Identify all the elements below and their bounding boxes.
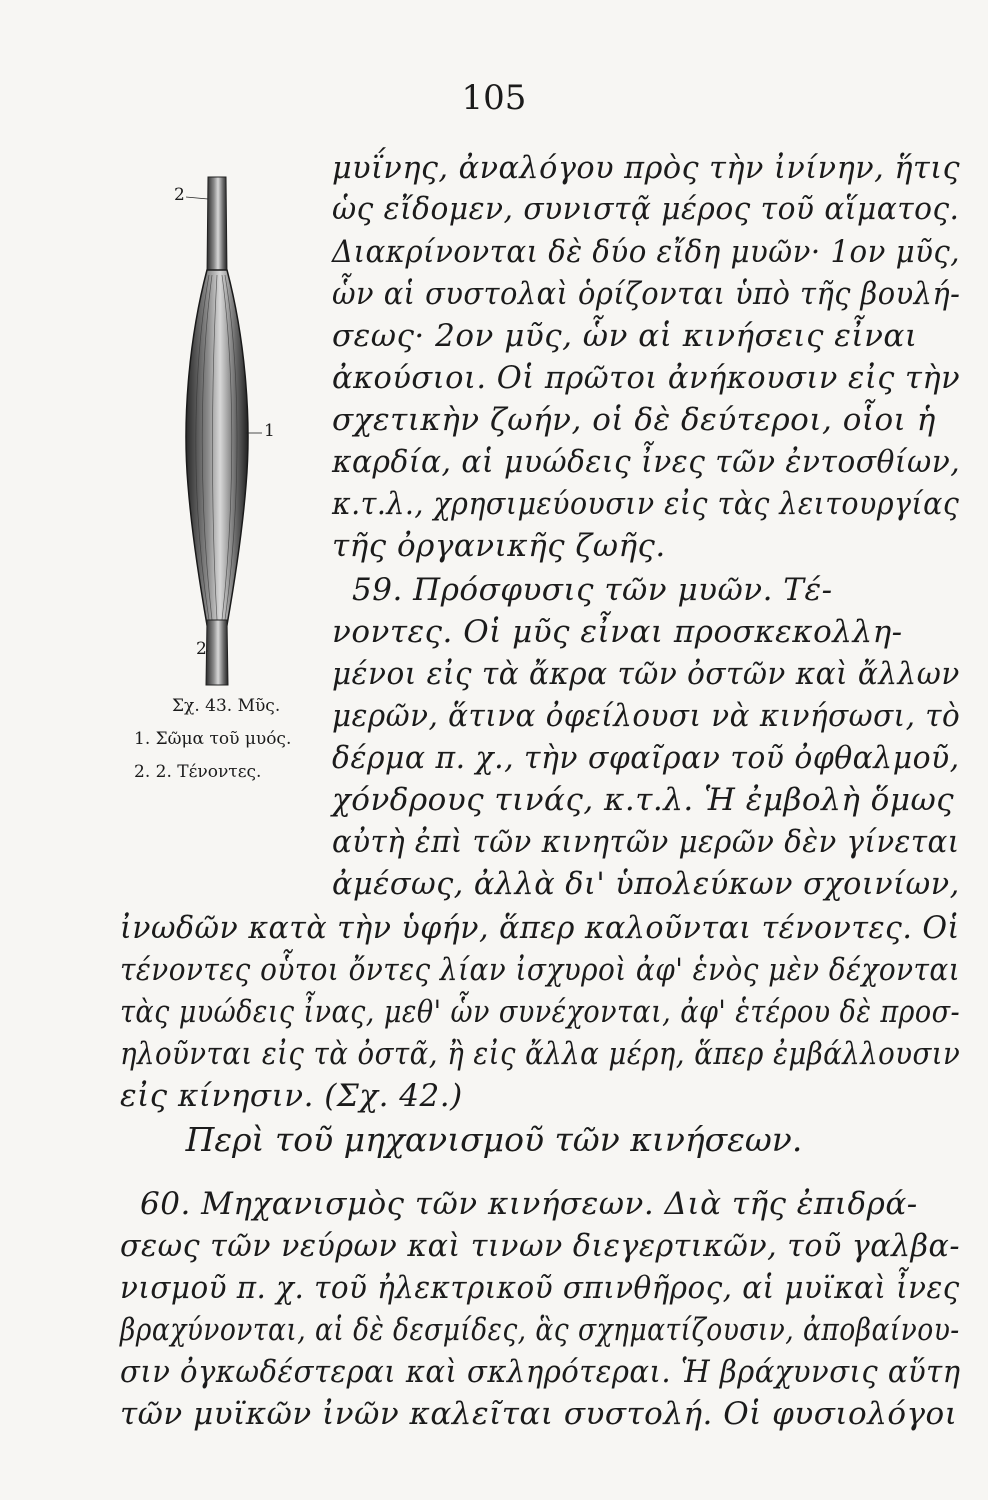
muscle-belly xyxy=(186,270,248,625)
text-line: τῆς ὀργανικῆς ζωῆς. xyxy=(332,528,666,564)
text-line: σεως· 2ον μῦς, ὧν αἱ κινήσεις εἶναι xyxy=(332,318,918,354)
lower-tendon xyxy=(206,620,228,685)
section-heading: Περὶ τοῦ μηχανισμοῦ τῶν κινήσεων. xyxy=(185,1120,803,1159)
section-59-heading: 59. Πρόσφυσις τῶν μυῶν. Τέ- xyxy=(352,572,833,608)
text-line: βραχύνονται, αἱ δὲ δεσμίδες, ἃς σχηματίζουσιν, ἀποβαίνου- xyxy=(120,1312,960,1348)
text-line: κ.τ.λ., χρησιμεύουσιν εἰς τὰς λειτουργίας xyxy=(332,486,960,522)
caption-item: 2. 2. Τένοντες. xyxy=(134,762,262,782)
text-line: μερῶν, ἅτινα ὀφείλουσι νὰ κινήσωσι, τὸ xyxy=(332,698,961,734)
text-line: τὰς μυώδεις ἶνας, μεθ' ὧν συνέχονται, ἀφ' ἑτέρου δὲ προσ- xyxy=(120,994,961,1030)
text-line: μυΐνης, ἀναλόγου πρὸς τὴν ἰνίνην, ἥτις xyxy=(332,150,961,186)
figure-caption xyxy=(134,690,329,789)
section-60-heading: 60. Μηχανισμὸς τῶν κινήσεων. Διὰ τῆς ἐπιδρά- xyxy=(140,1186,918,1222)
text-line: σχετικὴν ζωήν, οἱ δὲ δεύτεροι, οἷοι ἡ xyxy=(332,402,936,438)
caption-title: Σχ. 43. Μῦς. xyxy=(172,696,281,716)
text-line: σεως τῶν νεύρων καὶ τινων διεγερτικῶν, τοῦ γαλβα- xyxy=(120,1228,961,1264)
text-line: αὐτὴ ἐπὶ τῶν κινητῶν μερῶν δὲν γίνεται xyxy=(332,824,960,860)
text-line: ηλοῦνται εἰς τὰ ὀστᾶ, ἢ εἰς ἄλλα μέρη, ἅπερ ἐμβάλλουσιν xyxy=(120,1036,961,1072)
text-line: καρδία, αἱ μυώδεις ἶνες τῶν ἐντοσθίων, xyxy=(332,444,961,480)
muscle-figure xyxy=(160,165,320,725)
figure-label-tendon-top: 2 xyxy=(174,185,185,205)
text-line: τῶν μυϊκῶν ἰνῶν καλεῖται συστολή. Οἱ φυσιολόγοι xyxy=(120,1396,958,1432)
text-line: νισμοῦ π. χ. τοῦ ἠλεκτρικοῦ σπινθῆρος, αἱ μυϊκαὶ ἶνες xyxy=(120,1270,960,1306)
text-line: ὡς εἴδομεν, συνιστᾷ μέρος τοῦ αἵματος. xyxy=(332,191,960,227)
caption-item: 1. Σῶμα τοῦ μυός. xyxy=(134,729,292,749)
text-line: χόνδρους τινάς, κ.τ.λ. Ἡ ἐμβολὴ ὅμως xyxy=(332,782,955,818)
text-line: εἰς κίνησιν. (Σχ. 42.) xyxy=(120,1078,463,1114)
text-line: ἰνωδῶν κατὰ τὴν ὑφήν, ἅπερ καλοῦνται τένοντες. Οἱ xyxy=(120,910,960,946)
text-line: ἀκούσιοι. Οἱ πρῶτοι ἀνήκουσιν εἰς τὴν xyxy=(332,360,961,396)
text-line: Διακρίνονται δὲ δύο εἴδη μυῶν· 1ον μῦς, xyxy=(332,234,961,270)
muscle-illustration xyxy=(160,165,320,725)
text-line: ἀμέσως, ἀλλὰ δι' ὑπολεύκων σχοινίων, xyxy=(332,866,960,902)
text-line: τένοντες οὗτοι ὄντες λίαν ἰσχυροὶ ἀφ' ἑνὸς μὲν δέχονται xyxy=(120,952,961,988)
text-line: ὧν αἱ συστολαὶ ὁρίζονται ὑπὸ τῆς βουλή- xyxy=(332,276,961,312)
figure-label-body: 1 xyxy=(264,421,275,441)
text-line: δέρμα π. χ., τὴν σφαῖραν τοῦ ὀφθαλμοῦ, xyxy=(332,740,960,776)
page-number: 105 xyxy=(461,78,527,118)
upper-tendon xyxy=(207,177,227,275)
text-line: σιν ὀγκωδέστεραι καὶ σκληρότεραι. Ἡ βράχυνσις αὕτη xyxy=(120,1354,961,1390)
text-line: μένοι εἰς τὰ ἄκρα τῶν ὀστῶν καὶ ἄλλων xyxy=(332,656,960,692)
figure-label-tendon-bottom: 2 xyxy=(196,639,207,659)
text-line: νοντες. Οἱ μῦς εἶναι προσκεκολλη- xyxy=(332,614,903,650)
